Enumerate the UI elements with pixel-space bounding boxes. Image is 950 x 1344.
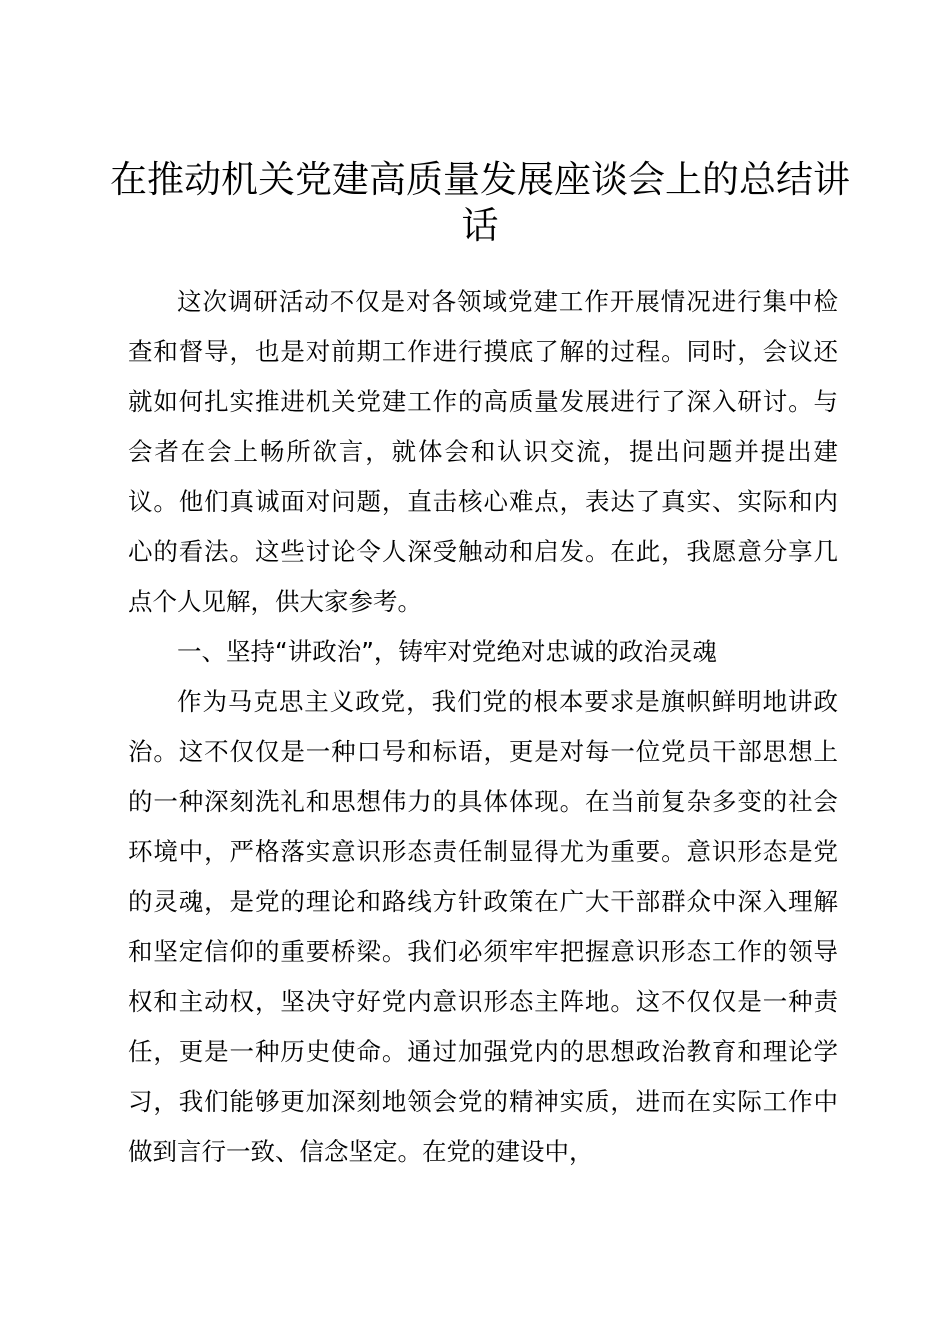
paragraph-section-1: 作为马克思主义政党，我们党的根本要求是旗帜鲜明地讲政治。这不仅仅是一种口号和标语，更是对每一位党员干部思想上的一种深刻洗礼和思想伟力的具体体现。在当前复杂多变的社会环境中，严格落实意识形态责任制显得尤为重要。意识形态是党的灵魂，是党的理论和路线方针政策在广大干部群众中深入理解和坚定信仰的重要桥梁。我们必须牢牢把握意识形态工作的领导权和主动权，坚决守好党内意识形态主阵地。这不仅仅是一种责任，更是一种历史使命。通过加强党内的思想政治教育和理论学习，我们能够更加深刻地领会党的精神实质，进而在实际工作中做到言行一致、信念坚定。在党的建设中， bbox=[128, 687, 838, 1166]
section-heading-1: 一、坚持“讲政治”，铸牢对党绝对忠诚的政治灵魂 bbox=[177, 637, 717, 666]
paragraph-intro: 这次调研活动不仅是对各领域党建工作开展情况进行集中检查和督导，也是对前期工作进行摸底了解的过程。同时，会议还就如何扎实推进机关党建工作的高质量发展进行了深入研讨。与会者在会上畅所欲言，就体会和认识交流，提出问题并提出建议。他们真诚面对问题，直击核心难点，表达了真实、实际和内心的看法。这些讨论令人深受触动和启发。在此，我愿意分享几点个人见解，供大家参考。 bbox=[128, 287, 838, 616]
document-title: 在推动机关党建高质量发展座谈会上的总结讲话 bbox=[110, 158, 850, 247]
document-body bbox=[128, 277, 838, 1177]
